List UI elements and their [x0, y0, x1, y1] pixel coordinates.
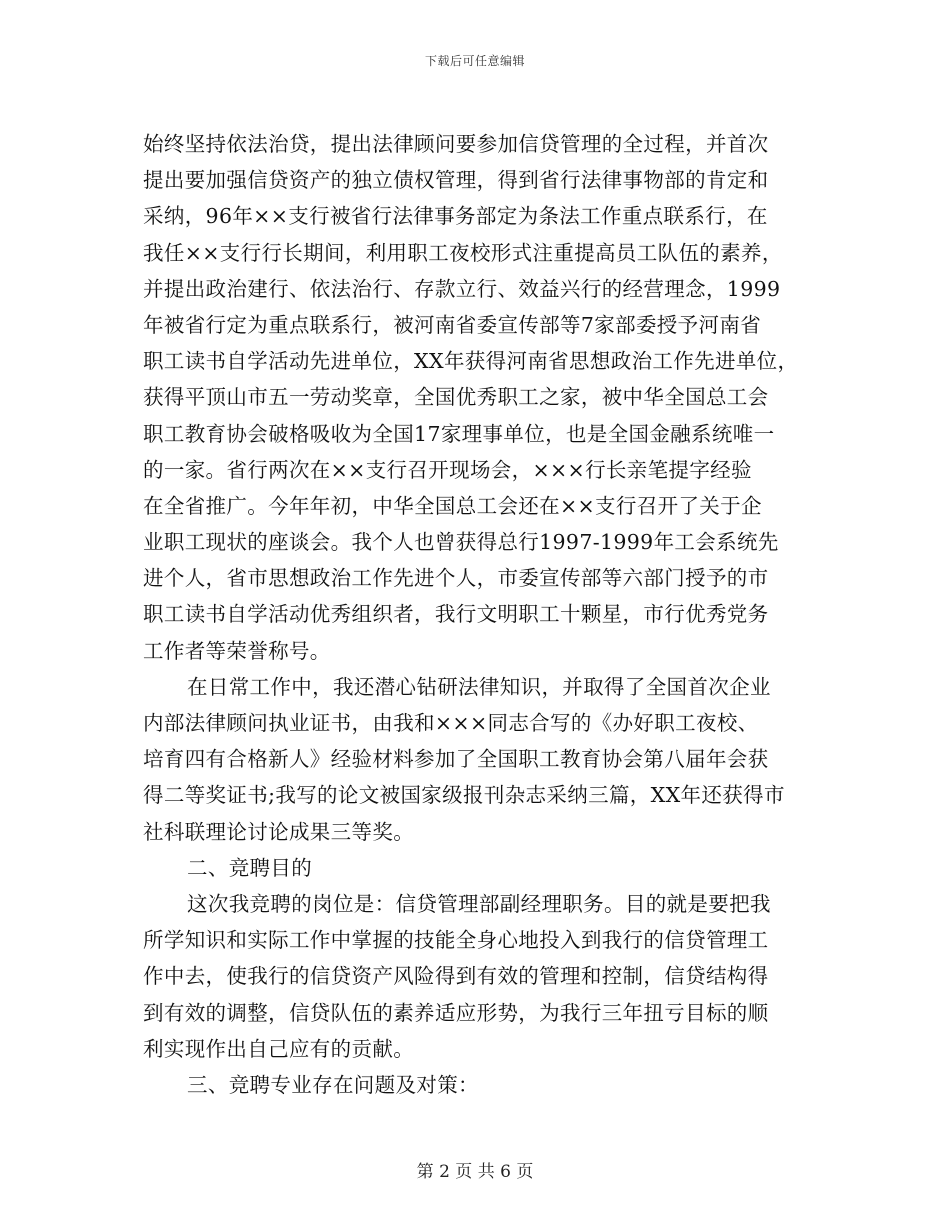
- text-line: 我任××支行行长期间，利用职工夜校形式注重提高员工队伍的素养，: [143, 240, 783, 265]
- text-line: 利实现作出自己应有的贡献。: [143, 1036, 415, 1061]
- page-footer: 第 2 页 共 6 页: [416, 1162, 534, 1182]
- text-line: 培育四有合格新人》经验材料参加了全国职工教育协会第八届年会获: [143, 747, 769, 772]
- text-line: 年被省行定为重点联系行，被河南省委宣传部等7家部委授予河南省: [143, 312, 762, 337]
- text-line: 在日常工作中，我还潜心钻研法律知识，并取得了全国首次企业: [187, 674, 771, 699]
- text-line: 在全省推广。今年年初，中华全国总工会还在××支行召开了关于企: [143, 493, 762, 518]
- text-line: 职工读书自学活动优秀组织者，我行文明职工十颗星，市行优秀党务: [143, 602, 769, 627]
- text-line: 这次我竞聘的岗位是：信贷管理部副经理职务。目的就是要把我: [187, 891, 771, 916]
- text-line: 所学知识和实际工作中掌握的技能全身心地投入到我行的信贷管理工: [143, 928, 769, 953]
- text-line: 二、竞聘目的: [187, 855, 313, 880]
- text-line: 进个人，省市思想政治工作先进个人，市委宣传部等六部门授予的市: [143, 566, 769, 591]
- text-line: 到有效的调整，信贷队伍的素养适应形势，为我行三年扭亏目标的顺: [143, 1000, 769, 1025]
- document-body: [143, 126, 813, 1103]
- text-line: 工作者等荣誉称号。: [143, 638, 331, 663]
- text-line: 三、竞聘专业存在问题及对策：: [187, 1072, 479, 1097]
- text-line: 采纳，96年××支行被省行法律事务部定为条法工作重点联系行，在: [143, 204, 768, 229]
- text-line: 得二等奖证书;我写的论文被国家级报刊杂志采纳三篇，XX年还获得市: [143, 783, 785, 808]
- text-line: 社科联理论讨论成果三等奖。: [143, 819, 415, 844]
- text-line: 始终坚持依法治贷，提出法律顾问要参加信贷管理的全过程，并首次: [143, 132, 769, 156]
- text-line: 并提出政治建行、依法治行、存款立行、效益兴行的经营理念，1999: [143, 276, 781, 301]
- text-line: 内部法律顾问执业证书，由我和×××同志合写的《办好职工夜校、: [143, 711, 759, 735]
- text-line: 获得平顶山市五一劳动奖章，全国优秀职工之家，被中华全国总工会: [143, 385, 769, 410]
- text-line: 业职工现状的座谈会。我个人也曾获得总行1997-1999年工会系统先: [143, 530, 779, 555]
- text-line: 职工读书自学活动先进单位，XX年获得河南省思想政治工作先进单位，: [143, 349, 799, 374]
- text-line: 提出要加强信贷资产的独立债权管理，得到省行法律事物部的肯定和: [143, 168, 769, 193]
- text-line: 的一家。省行两次在××支行召开现场会，×××行长亲笔提字经验: [143, 457, 752, 482]
- page-header: 下载后可任意编辑: [424, 54, 525, 68]
- text-line: 作中去，使我行的信贷资产风险得到有效的管理和控制，信贷结构得: [143, 964, 769, 989]
- text-line: 职工教育协会破格吸收为全国17家理事单位，也是全国金融系统唯一: [143, 421, 775, 446]
